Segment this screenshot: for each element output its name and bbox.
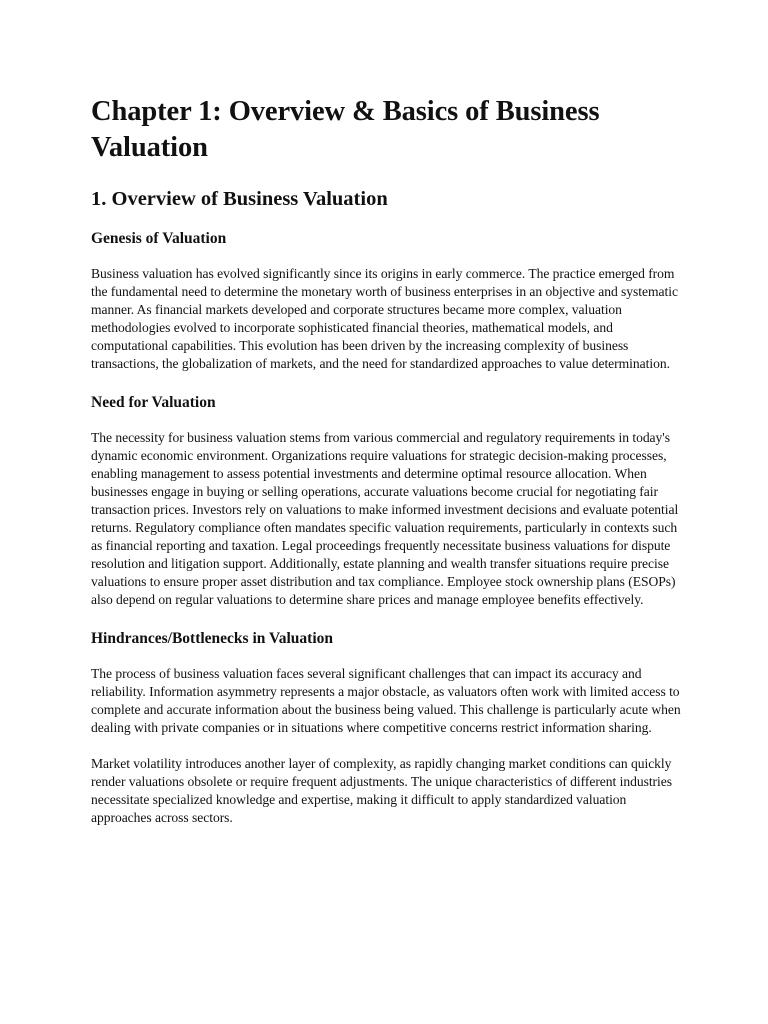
body-paragraph: The process of business valuation faces several significant challenges that can impact its accuracy and reliability. Information asymmetry represents a major obstacle, as valuators often work with limited access to complete and accurate information about the business being valued. This challenge is particularly acute when dealing with private companies or in situations where competitive concerns restrict information sharing.: [91, 666, 681, 735]
subsection-heading: Need for Valuation: [91, 394, 216, 411]
document-page: [91, 94, 681, 845]
body-paragraph: Market volatility introduces another layer of complexity, as rapidly changing market conditions can quickly render valuations obsolete or require frequent adjustments. The unique characteristics of different industries necessitate specialized knowledge and expertise, making it difficult to apply standardized valuation approaches across sectors.: [91, 756, 672, 825]
chapter-title: Chapter 1: Overview & Basics of Business Valuation: [91, 96, 600, 163]
subsection-need: [91, 393, 681, 609]
body-paragraph: Business valuation has evolved significantly since its origins in early commerce. The practice emerged from the fundamental need to determine the monetary worth of business enterprises in an objective and systematic manner. As financial markets developed and corporate structures became more complex, valuation methodologies evolved to incorporate sophisticated financial theories, mathematical models, and computational capabilities. This evolution has been driven by the increasing complexity of business transactions, the globalization of markets, and the need for standardized approaches to value determination.: [91, 266, 678, 371]
subsection-hindrances: [91, 629, 681, 827]
subsection-heading: Hindrances/Bottlenecks in Valuation: [91, 630, 334, 647]
section-title: 1. Overview of Business Valuation: [91, 188, 388, 210]
subsection-heading: Genesis of Valuation: [91, 230, 227, 247]
subsection-genesis: [91, 229, 681, 373]
body-paragraph: The necessity for business valuation stems from various commercial and regulatory requirements in today's dynamic economic environment. Organizations require valuations for strategic decision-making processes, enabling management to assess potential investments and determine optimal resource allocation. When businesses engage in buying or selling operations, accurate valuations become crucial for negotiating fair transaction prices. Investors rely on valuations to make informed investment decisions and evaluate potential returns. Regulatory compliance often mandates specific valuation requirements, particularly in contexts such as financial reporting and taxation. Legal proceedings frequently necessitate business valuations for dispute resolution and litigation support. Additionally, estate planning and wealth transfer situations require precise valuations to ensure proper asset distribution and tax compliance. Employee stock ownership plans (ESOPs) also depend on regular valuations to determine share prices and manage employee benefits effectively.: [91, 430, 679, 607]
